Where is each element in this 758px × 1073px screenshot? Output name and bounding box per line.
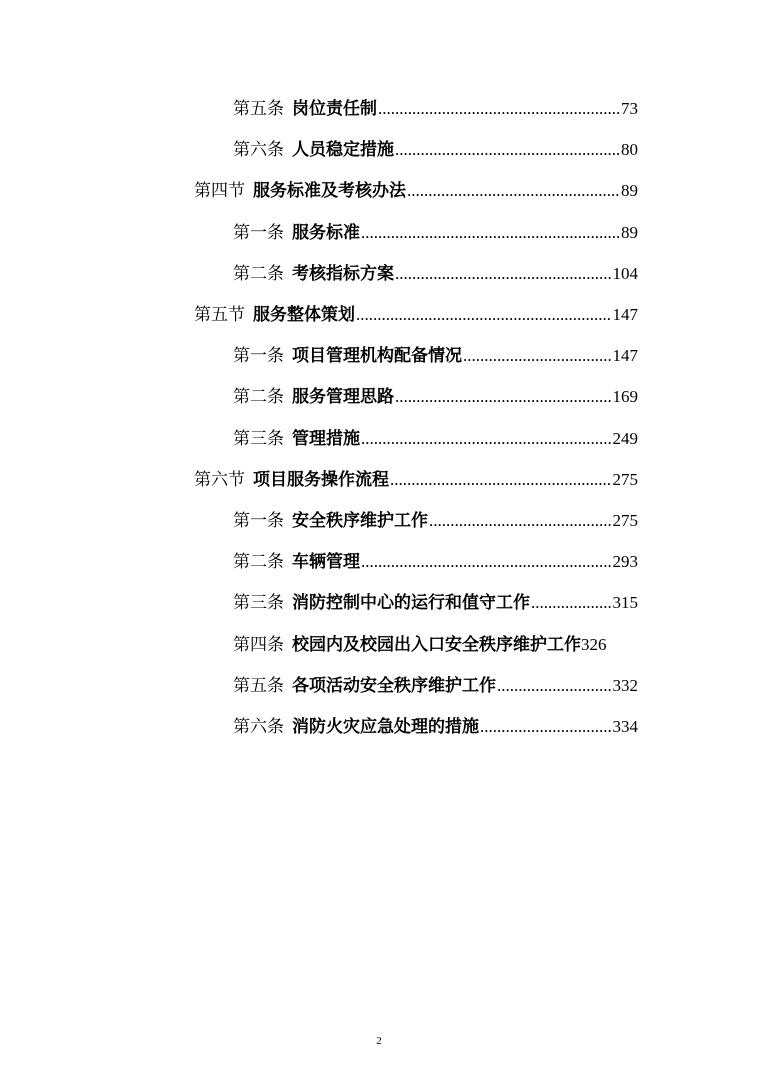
toc-entry-leader-dots xyxy=(497,675,612,697)
toc-entry-leader-dots xyxy=(480,716,612,738)
toc-entry-leader-dots xyxy=(361,222,620,244)
toc-entry-leader-dots xyxy=(407,180,620,202)
toc-entry-number: 第二条 xyxy=(233,552,284,573)
toc-entry-page: 334 xyxy=(612,717,638,736)
toc-entry-page: 89 xyxy=(621,222,638,242)
toc-entry-page: 332 xyxy=(612,675,638,695)
toc-entry-page: 275 xyxy=(612,469,638,489)
toc-entry-number: 第五条 xyxy=(233,99,284,119)
toc-entry-title: 项目管理机构配备情况 xyxy=(292,346,462,367)
toc-entry-number: 第四节 xyxy=(194,181,245,202)
toc-entry-title: 服务标准 xyxy=(292,222,360,243)
toc-entry-title: 项目服务操作流程 xyxy=(253,469,389,490)
toc-entry-page: 249 xyxy=(612,428,638,448)
toc-entry-page: 147 xyxy=(612,346,638,366)
toc-entry-leader-dots xyxy=(395,263,612,285)
toc-entry-title: 车辆管理 xyxy=(292,552,360,573)
toc-entry-page: 73 xyxy=(621,99,638,118)
toc-entry-title: 岗位责任制 xyxy=(292,99,377,119)
toc-entry-title: 消防控制中心的运行和值守工作 xyxy=(292,593,530,614)
toc-entry-number: 第一条 xyxy=(233,222,284,243)
toc-entry-title: 管理措施 xyxy=(292,428,360,449)
toc-entry-leader-dots xyxy=(378,98,620,120)
toc-entry-page: 315 xyxy=(612,593,638,613)
toc-entry-page: 275 xyxy=(612,511,638,530)
toc-entry-title: 人员稳定措施 xyxy=(292,140,394,161)
toc-entry[interactable] xyxy=(233,98,638,120)
toc-entry-number: 第二条 xyxy=(233,263,284,284)
toc-entry-page: 293 xyxy=(612,552,638,572)
toc-entry-leader-dots xyxy=(429,510,612,532)
toc-entry[interactable] xyxy=(233,428,638,450)
toc-entry[interactable] xyxy=(233,345,638,367)
toc-entry-number: 第六条 xyxy=(233,717,284,737)
toc-entry[interactable] xyxy=(233,675,638,697)
toc-entry[interactable] xyxy=(233,263,638,285)
toc-entry-number: 第四条 xyxy=(233,634,284,655)
toc-entry-number: 第二条 xyxy=(233,387,284,408)
toc-entry[interactable] xyxy=(233,634,638,656)
toc-entry[interactable] xyxy=(233,592,638,614)
toc-entry-number: 第一条 xyxy=(233,346,284,367)
toc-entry-leader-dots xyxy=(395,386,612,408)
toc-entry-leader-dots xyxy=(463,345,612,367)
toc-entry-page: 80 xyxy=(621,140,638,160)
toc-entry-leader-dots xyxy=(361,428,612,450)
toc-entry-leader-dots xyxy=(531,592,612,614)
toc-entry[interactable] xyxy=(194,180,638,202)
toc-entry[interactable] xyxy=(194,304,638,326)
toc-entry[interactable] xyxy=(194,469,638,491)
toc-entry-number: 第六节 xyxy=(194,469,245,490)
toc-entry[interactable] xyxy=(233,386,638,408)
toc-entry-number: 第一条 xyxy=(233,511,284,531)
toc-entry[interactable] xyxy=(233,139,638,161)
toc-entry-number: 第五节 xyxy=(194,305,245,325)
toc-entry[interactable] xyxy=(233,551,638,573)
toc-entry-title: 服务整体策划 xyxy=(253,305,355,325)
toc-entry-page: 147 xyxy=(612,305,638,324)
toc-entry-title: 服务标准及考核办法 xyxy=(253,181,406,202)
toc-entry-leader-dots xyxy=(390,469,612,491)
toc-entry-number: 第三条 xyxy=(233,593,284,614)
toc-entry-page: 326 xyxy=(581,634,607,654)
toc-entry-title: 考核指标方案 xyxy=(292,263,394,284)
toc-entry-page: 169 xyxy=(612,387,638,407)
toc-entry-title: 服务管理思路 xyxy=(292,387,394,408)
toc-entry-page: 89 xyxy=(621,181,638,201)
toc-entry-title: 安全秩序维护工作 xyxy=(292,511,428,531)
toc-entry-page: 104 xyxy=(612,263,638,283)
toc-entry-leader-dots xyxy=(356,304,612,326)
toc-entry-leader-dots xyxy=(395,139,620,161)
page-number: 2 xyxy=(376,1035,382,1047)
toc-entry-number: 第六条 xyxy=(233,140,284,161)
toc-entry[interactable] xyxy=(233,222,638,244)
toc-entry[interactable] xyxy=(233,510,638,532)
toc-entry-title: 各项活动安全秩序维护工作 xyxy=(292,675,496,696)
toc-entry-title: 消防火灾应急处理的措施 xyxy=(292,717,479,737)
toc-entry-leader-dots xyxy=(361,551,612,573)
toc-entry-title: 校园内及校园出入口安全秩序维护工作 xyxy=(292,634,581,655)
toc-entry[interactable] xyxy=(233,716,638,738)
toc-entry-number: 第五条 xyxy=(233,675,284,696)
toc-entry-number: 第三条 xyxy=(233,428,284,449)
